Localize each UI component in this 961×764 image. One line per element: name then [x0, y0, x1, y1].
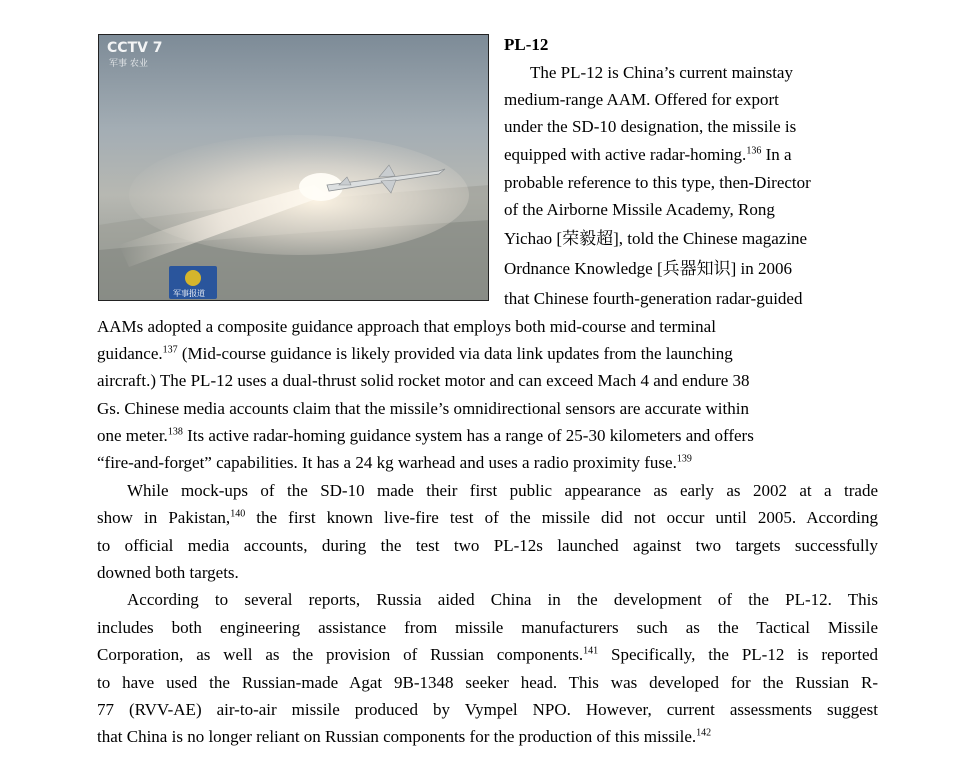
footnote-ref[interactable]: 136: [746, 145, 762, 157]
text-line: Ordnance Knowledge [兵器知识] in 2006: [504, 259, 792, 278]
text-line: aircraft.) The PL-12 uses a dual-thrust solid rocket motor and can exceed Mach 4 and endure 38: [97, 371, 750, 390]
text-line: Corporation, as well as the provision of Russian components.$^{141}$ Specifically, the PL-12 is reported: [97, 645, 878, 664]
text-line: that China is no longer reliant on Russian components for the production of this missile.$^{142}$: [97, 727, 712, 746]
cctv-logo: CCTV 7: [107, 40, 163, 56]
text-line: one meter.$^{138}$ Its active radar-homing guidance system has a range of 25-30 kilometers and offers: [97, 426, 754, 445]
text-line: AAMs adopted a composite guidance approach that employs both mid-course and terminal: [97, 317, 716, 336]
footnote-ref[interactable]: 137: [162, 344, 178, 356]
text-line: guidance.$^{137}$ (Mid-course guidance is likely provided via data link updates from the launching: [97, 344, 733, 363]
cctv-logo-subtext: 军事 农业: [109, 59, 148, 69]
text-line: of the Airborne Missile Academy, Rong: [504, 200, 775, 219]
text-line: The PL-12 is China’s current mainstay: [530, 63, 793, 82]
text-line: includes both engineering assistance from missile manufacturers such as the Tactical Missile: [97, 618, 878, 637]
text-line: medium-range AAM. Offered for export: [504, 90, 779, 109]
text-line: While mock-ups of the SD-10 made their first public appearance as early as 2002 at a trade: [127, 481, 878, 500]
footnote-ref[interactable]: 139: [676, 453, 692, 465]
footnote-ref[interactable]: 138: [167, 426, 183, 438]
text-line: show in Pakistan,$^{140}$ the first known live-fire test of the missile did not occur until 2005. According: [97, 508, 878, 527]
missile-launch-photo: [98, 34, 489, 301]
section-heading: PL-12: [504, 35, 549, 54]
text-line: that Chinese fourth-generation radar-guided: [504, 289, 803, 308]
text-line: According to several reports, Russia aided China in the development of the PL-12. This: [127, 590, 878, 609]
footnote-ref[interactable]: 140: [230, 508, 246, 520]
text-line: probable reference to this type, then-Director: [504, 173, 811, 192]
footnote-ref[interactable]: 141: [583, 645, 599, 657]
text-line: equipped with active radar-homing.$^{136}$ In a: [504, 145, 792, 164]
footnote-ref[interactable]: 142: [696, 727, 712, 739]
text-line: Gs. Chinese media accounts claim that the missile’s omnidirectional sensors are accurate within: [97, 399, 749, 418]
text-line: under the SD-10 designation, the missile is: [504, 117, 797, 136]
text-line: “fire-and-forget” capabilities. It has a 24 kg warhead and uses a radio proximity fuse.$^{139}$: [97, 453, 692, 472]
text-line: to official media accounts, during the test two PL-12s launched against two targets successfully: [97, 536, 878, 555]
text-line: to have used the Russian-made Agat 9B-1348 seeker head. This was developed for the Russian R-: [97, 673, 878, 692]
text-line: Yichao [荣毅超], told the Chinese magazine: [504, 229, 808, 248]
text-line: downed both targets.: [97, 563, 239, 582]
news-badge-label: 军事报道: [173, 289, 205, 298]
text-line: 77 (RVV-AE) air-to-air missile produced by Vympel NPO. However, current assessments suggest: [97, 700, 878, 719]
